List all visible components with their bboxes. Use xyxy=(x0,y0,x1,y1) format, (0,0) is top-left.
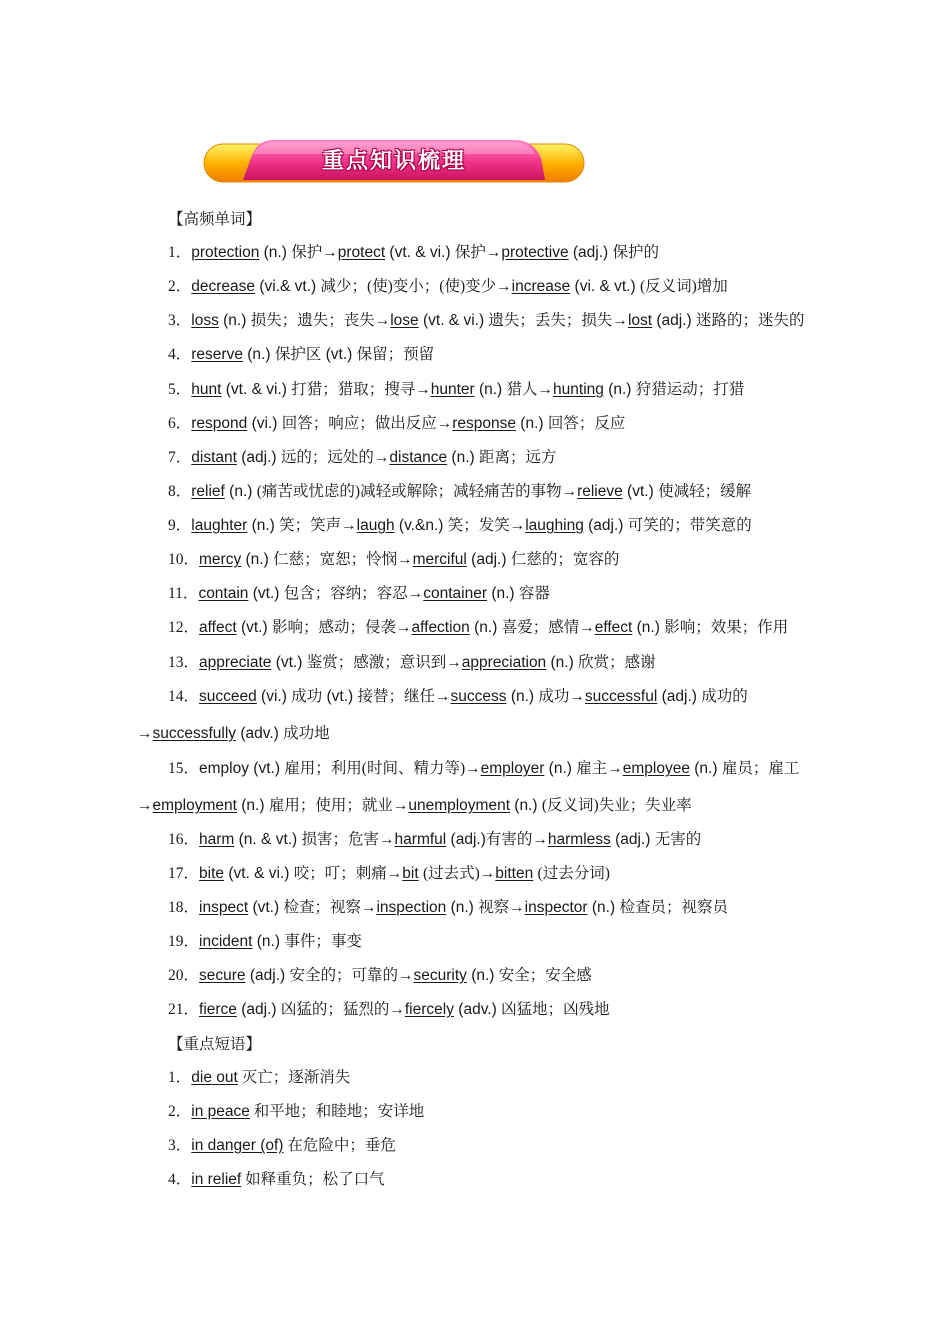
part-of-speech: (n.) xyxy=(510,797,542,814)
part-of-speech: (vt. & vi.) xyxy=(418,312,489,329)
line-text: (过去分词) xyxy=(537,865,610,882)
line-text: 2． xyxy=(168,278,192,295)
answer-word: employer xyxy=(480,760,545,777)
line-text: 打猎；猎取；搜寻→ xyxy=(291,381,431,398)
answer-word: fiercely xyxy=(404,1001,454,1018)
answer-word: protection xyxy=(191,244,260,261)
line-text: 19． xyxy=(168,933,200,950)
line-text: 凶猛的；猛烈的→ xyxy=(280,1001,405,1018)
answer-word: increase xyxy=(511,278,571,295)
part-of-speech: employ (vt.) xyxy=(199,760,285,777)
vocab-entry xyxy=(168,966,592,986)
line-text: 15． xyxy=(168,760,200,777)
answer-word: merciful xyxy=(412,551,467,568)
line-text: 影响；感动；侵袭→ xyxy=(271,619,412,636)
part-of-speech: (vt.) xyxy=(236,619,272,636)
vocab-entry xyxy=(168,311,805,331)
answer-word: protective xyxy=(501,244,569,261)
answer-word: inspect xyxy=(199,899,249,916)
part-of-speech: (n.) xyxy=(516,415,548,432)
answer-word: in peace xyxy=(191,1103,250,1120)
vocab-entry xyxy=(168,932,362,952)
vocab-entry-continuation xyxy=(137,724,330,744)
line-text: 在危险中；垂危 xyxy=(283,1137,396,1154)
line-text: 视察→ xyxy=(478,899,525,916)
line-text: 损失；遗失；丧失→ xyxy=(250,312,391,329)
part-of-speech: (n.) xyxy=(447,449,479,466)
line-text: 检查；视察→ xyxy=(283,899,377,916)
answer-word: in danger (of) xyxy=(191,1137,284,1154)
line-text: 检查员；视察员 xyxy=(619,899,728,916)
part-of-speech: (adv.) xyxy=(236,725,284,742)
part-of-speech: (n.) xyxy=(247,517,280,534)
answer-word: container xyxy=(423,585,488,602)
answer-word: decrease xyxy=(191,278,256,295)
line-text: 13． xyxy=(168,654,200,671)
part-of-speech: (n.) xyxy=(236,797,269,814)
line-text: 17． xyxy=(168,865,200,882)
line-text: 仁慈；宽恕；怜悯→ xyxy=(273,551,413,568)
line-text: 18． xyxy=(168,899,200,916)
line-text: 遗失；丢失；损失→ xyxy=(488,312,628,329)
answer-word: bite xyxy=(199,865,225,882)
part-of-speech: (n.) xyxy=(689,760,722,777)
part-of-speech: (n.) xyxy=(487,585,519,602)
part-of-speech: (adj.) xyxy=(236,449,281,466)
answer-word: distance xyxy=(389,449,448,466)
vocab-entry xyxy=(168,516,752,536)
phrase-entry xyxy=(168,1068,350,1088)
line-text: 成功地 xyxy=(283,725,330,742)
part-of-speech: (n.) xyxy=(241,551,274,568)
line-text: 安全；安全感 xyxy=(498,967,592,984)
line-text: 成功的 xyxy=(701,688,748,705)
section-banner xyxy=(203,138,585,184)
line-text: 雇主→ xyxy=(576,760,623,777)
part-of-speech: (adj.) xyxy=(610,831,655,848)
line-text: 4． xyxy=(168,1171,192,1188)
answer-word: distant xyxy=(191,449,237,466)
part-of-speech: (adv.) xyxy=(453,1001,502,1018)
vocab-entry xyxy=(168,448,557,468)
line-text: (痛苦或忧虑的)减轻或解除；减轻痛苦的事物→ xyxy=(256,483,578,500)
line-text: 21． xyxy=(168,1001,200,1018)
vocab-entry xyxy=(168,653,656,673)
vocab-entry xyxy=(168,618,788,638)
vocab-section-heading: 【高频单词】 xyxy=(168,211,262,228)
part-of-speech: (n.) xyxy=(587,899,620,916)
phrase-entry xyxy=(168,1136,396,1156)
answer-word: unemployment xyxy=(408,797,510,814)
line-text: 迷路的；迷失的 xyxy=(696,312,805,329)
part-of-speech: (adj.) xyxy=(446,831,486,848)
vocab-entry xyxy=(168,414,625,434)
answer-word: harmless xyxy=(547,831,611,848)
answer-word: harmful xyxy=(394,831,447,848)
vocab-entry xyxy=(168,243,659,263)
line-text: 安全的；可靠的→ xyxy=(289,967,414,984)
answer-word: respond xyxy=(191,415,248,432)
line-text: 包含；容纳；容忍→ xyxy=(283,585,424,602)
part-of-speech: (vt. & vi.) xyxy=(221,381,292,398)
answer-word: incident xyxy=(199,933,253,950)
answer-word: success xyxy=(450,688,507,705)
line-text: 猎人→ xyxy=(506,381,554,398)
part-of-speech: (vt.) xyxy=(248,585,284,602)
answer-word: relieve xyxy=(577,483,623,500)
line-text: 保护→ xyxy=(454,244,502,261)
part-of-speech: (vt.) xyxy=(248,899,284,916)
answer-word: reserve xyxy=(191,346,243,363)
vocab-entry xyxy=(168,687,748,707)
line-text: 有害的→ xyxy=(485,831,548,848)
part-of-speech: (vi.) xyxy=(256,688,292,705)
line-text: → xyxy=(137,725,153,742)
part-of-speech: (adj.) xyxy=(466,551,511,568)
line-text: 凶猛地；凶残地 xyxy=(501,1001,610,1018)
part-of-speech: (vi.) xyxy=(247,415,282,432)
line-text: 影响；效果；作用 xyxy=(664,619,789,636)
vocab-entry xyxy=(168,277,728,297)
part-of-speech: (n.) xyxy=(466,967,499,984)
answer-word: mercy xyxy=(199,551,242,568)
part-of-speech: (n.) xyxy=(252,933,285,950)
answer-word: contain xyxy=(198,585,249,602)
line-text: 仁慈的；宽容的 xyxy=(510,551,620,568)
vocab-entry xyxy=(168,345,434,365)
line-text: 回答；反应 xyxy=(547,415,626,432)
line-text: 和平地；和睦地；安详地 xyxy=(249,1103,425,1120)
part-of-speech: (n.) xyxy=(506,688,539,705)
answer-word: bitten xyxy=(495,865,534,882)
answer-word: appreciation xyxy=(461,654,547,671)
answer-word: fierce xyxy=(199,1001,237,1018)
vocab-entry xyxy=(168,864,610,884)
line-text: (过去式)→ xyxy=(422,865,496,882)
answer-word: employee xyxy=(622,760,690,777)
part-of-speech: (n. & vt.) xyxy=(234,831,302,848)
line-text: 鉴赏；感激；意识到→ xyxy=(306,654,462,671)
banner-title: 重点知识梳理 xyxy=(321,149,466,174)
line-text: 10． xyxy=(168,551,200,568)
answer-word: harm xyxy=(199,831,235,848)
line-text: 无害的 xyxy=(654,831,702,848)
line-text: 8． xyxy=(168,483,192,500)
vocab-entry xyxy=(168,1000,610,1020)
line-text: 可笑的；带笑意的 xyxy=(627,517,752,534)
answer-word: in relief xyxy=(191,1171,242,1188)
line-text: 5． xyxy=(168,381,192,398)
answer-word: affect xyxy=(199,619,237,636)
line-text: 9． xyxy=(168,517,192,534)
line-text: 喜爱；感情→ xyxy=(501,619,595,636)
answer-word: bit xyxy=(402,865,419,882)
line-text: 雇员；雇工 xyxy=(721,760,800,777)
line-text: 灭亡；逐渐消失 xyxy=(237,1069,351,1086)
answer-word: protect xyxy=(337,244,386,261)
phrase-entry xyxy=(168,1102,424,1122)
vocab-entry xyxy=(168,482,751,502)
answer-word: relief xyxy=(191,483,225,500)
line-text: 成功→ xyxy=(538,688,585,705)
line-text: 笑；笑声→ xyxy=(279,517,357,534)
answer-word: inspector xyxy=(524,899,588,916)
part-of-speech: (vt.) xyxy=(271,654,307,671)
vocab-entry xyxy=(168,584,550,604)
line-text: 4． xyxy=(168,346,192,363)
line-text: 12． xyxy=(168,619,200,636)
line-text: 保护→ xyxy=(291,244,338,261)
line-text: (反义词)增加 xyxy=(639,278,728,295)
line-text: 距离；远方 xyxy=(479,449,557,466)
part-of-speech: (adj.) xyxy=(652,312,696,329)
answer-word: die out xyxy=(191,1069,238,1086)
answer-word: laugh xyxy=(356,517,395,534)
part-of-speech: (vt. & vi.) xyxy=(224,865,294,882)
answer-word: succeed xyxy=(199,688,257,705)
line-text: 3． xyxy=(168,1137,192,1154)
part-of-speech: (n.) xyxy=(218,312,251,329)
line-text: 如释重负；松了口气 xyxy=(241,1171,385,1188)
phrase-section-heading: 【重点短语】 xyxy=(168,1036,262,1053)
part-of-speech: (v.&n.) xyxy=(394,517,448,534)
answer-word: response xyxy=(452,415,516,432)
part-of-speech: (adj.) xyxy=(568,244,613,261)
part-of-speech: (adj.) xyxy=(236,1001,281,1018)
part-of-speech: (adj.) xyxy=(583,517,628,534)
line-text: 远的；远处的→ xyxy=(280,449,390,466)
answer-word: employment xyxy=(152,797,237,814)
part-of-speech: (vi.& vt.) xyxy=(255,278,321,295)
vocab-entry-continuation xyxy=(137,796,692,816)
part-of-speech: (vt.) xyxy=(622,483,659,500)
line-text: 雇用；使用；就业→ xyxy=(268,797,409,814)
part-of-speech: (n.) xyxy=(546,654,579,671)
line-text: 2． xyxy=(168,1103,192,1120)
line-text: 保护区 xyxy=(274,346,322,363)
part-of-speech: (adj.) xyxy=(657,688,702,705)
part-of-speech: (vt. & vi.) xyxy=(385,244,455,261)
part-of-speech: (n.) xyxy=(603,381,636,398)
answer-word: successful xyxy=(584,688,658,705)
phrase-entry xyxy=(168,1170,385,1190)
line-text: 1． xyxy=(168,1069,192,1086)
vocab-entry xyxy=(168,898,728,918)
line-text: 咬；叮；刺痛→ xyxy=(293,865,403,882)
answer-word: affection xyxy=(411,619,470,636)
answer-word: successfully xyxy=(152,725,237,742)
answer-word: loss xyxy=(191,312,219,329)
line-text: 1． xyxy=(168,244,192,261)
vocab-entry xyxy=(168,550,619,570)
answer-word: appreciate xyxy=(199,654,272,671)
answer-word: laughing xyxy=(525,517,584,534)
part-of-speech: (n.) xyxy=(632,619,665,636)
line-text: 6． xyxy=(168,415,192,432)
line-text: → xyxy=(137,797,153,814)
answer-word: secure xyxy=(199,967,246,984)
part-of-speech: (n.) xyxy=(259,244,292,261)
line-text: 减少；(使)变小；(使)变少→ xyxy=(320,278,512,295)
part-of-speech: (vt.) xyxy=(322,688,358,705)
line-text: 7． xyxy=(168,449,192,466)
line-text: 欣赏；感谢 xyxy=(578,654,656,671)
part-of-speech: (n.) xyxy=(469,619,502,636)
line-text: 14． xyxy=(168,688,200,705)
line-text: 16． xyxy=(168,831,200,848)
line-text: 事件；事变 xyxy=(284,933,362,950)
answer-word: lost xyxy=(627,312,653,329)
answer-word: hunt xyxy=(191,381,222,398)
answer-word: lose xyxy=(390,312,419,329)
answer-word: security xyxy=(413,967,467,984)
vocab-entry xyxy=(168,830,701,850)
vocab-entry xyxy=(168,380,744,400)
line-text: 狩猎运动；打猎 xyxy=(635,381,745,398)
line-text: 3． xyxy=(168,312,192,329)
answer-word: laughter xyxy=(191,517,248,534)
part-of-speech: (n.) xyxy=(224,483,257,500)
part-of-speech: (n.) xyxy=(544,760,577,777)
line-text: 损害；危害→ xyxy=(301,831,395,848)
line-text: 雇用；利用(时间、精力等)→ xyxy=(284,760,481,777)
part-of-speech: (vi. & vt.) xyxy=(570,278,640,295)
line-text: 保护的 xyxy=(612,244,660,261)
line-text: 容器 xyxy=(518,585,550,602)
part-of-speech: (n.) xyxy=(446,899,479,916)
part-of-speech: (adj.) xyxy=(245,967,290,984)
line-text: 回答；响应；做出反应→ xyxy=(281,415,453,432)
vocab-entry xyxy=(168,759,799,779)
part-of-speech: (n.) xyxy=(242,346,275,363)
part-of-speech: (vt.) xyxy=(321,346,357,363)
line-text: 保留；预留 xyxy=(356,346,435,363)
answer-word: effect xyxy=(594,619,633,636)
line-text: 20． xyxy=(168,967,200,984)
answer-word: hunting xyxy=(553,381,604,398)
line-text: 11． xyxy=(168,585,199,602)
line-text: 使减轻；缓解 xyxy=(658,483,752,500)
part-of-speech: (n.) xyxy=(474,381,507,398)
line-text: 笑；发笑→ xyxy=(447,517,526,534)
line-text: 接替；继任→ xyxy=(357,688,451,705)
answer-word: hunter xyxy=(430,381,475,398)
line-text: (反义词)失业；失业率 xyxy=(541,797,692,814)
answer-word: inspection xyxy=(376,899,447,916)
line-text: 成功 xyxy=(291,688,323,705)
